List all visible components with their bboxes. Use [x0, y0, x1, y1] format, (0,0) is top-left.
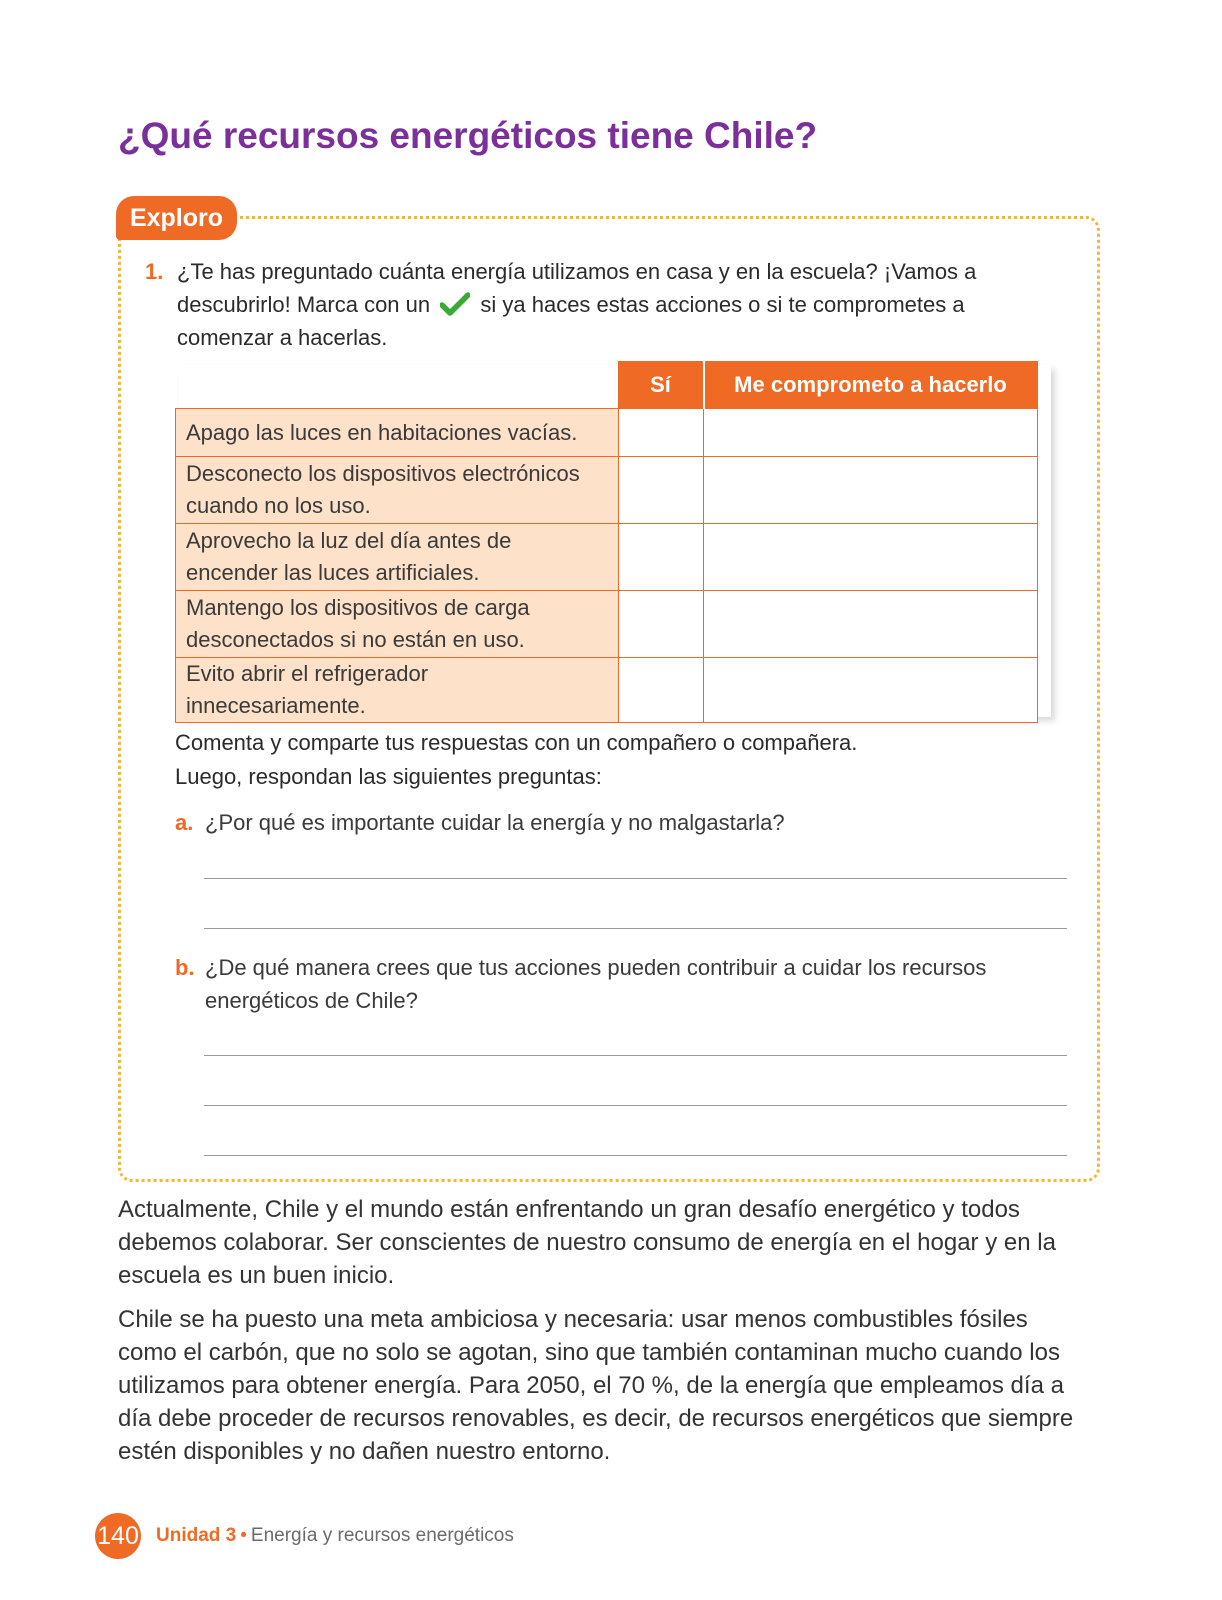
table-header-blank	[176, 362, 619, 409]
question-a-text: ¿Por qué es importante cuidar la energía y no malgastarla?	[205, 810, 785, 835]
answer-line-a-2[interactable]	[204, 928, 1067, 929]
commit-checkbox-cell[interactable]	[704, 524, 1038, 591]
question-b-letter: b.	[175, 955, 195, 980]
answer-line-b-1[interactable]	[204, 1055, 1067, 1056]
yes-checkbox-cell[interactable]	[618, 457, 704, 524]
commit-checkbox-cell[interactable]	[704, 409, 1038, 457]
paragraph-1: Actualmente, Chile y el mundo están enfrentando un gran desafío energético y todos debemos colaborar. Ser conscientes de nuestro consumo de energía en el hogar y en la escuela es un buen inicio.	[118, 1196, 1056, 1289]
question-a	[175, 806, 1075, 839]
comment-line-1: Comenta y comparte tus respuestas con un compañero o compañera.	[175, 730, 858, 755]
row-action-label: Aprovecho la luz del día antes de encender las luces artificiales.	[176, 524, 619, 591]
yes-checkbox-cell[interactable]	[618, 658, 704, 723]
answer-line-b-3[interactable]	[204, 1155, 1067, 1156]
table-row	[176, 658, 1038, 723]
table-header-row	[176, 362, 1038, 409]
row-action-label: Evito abrir el refrigerador innecesariamente.	[176, 658, 619, 723]
comment-instructions	[175, 726, 1075, 794]
row-action-label: Mantengo los dispositivos de carga desconectados si no están en uso.	[176, 591, 619, 658]
header-yes: Sí	[618, 362, 704, 409]
explore-tab-label: Exploro	[116, 196, 237, 240]
yes-checkbox-cell[interactable]	[618, 524, 704, 591]
commit-checkbox-cell[interactable]	[704, 457, 1038, 524]
row-action-label: Apago las luces en habitaciones vacías.	[176, 409, 619, 457]
commit-checkbox-cell[interactable]	[704, 658, 1038, 723]
check-icon	[440, 292, 470, 316]
commit-checkbox-cell[interactable]	[704, 591, 1038, 658]
unit-label: Unidad 3	[156, 1525, 237, 1546]
footer-separator: •	[240, 1525, 247, 1546]
question-1-text-start: ¿Te has preguntado cuánta energía utilizamos en casa y en la escuela? ¡Vamos a descubrirlo! Marca con un	[177, 259, 977, 317]
question-1-text-end: si ya haces estas acciones o si te comprometes a comenzar a hacerlas.	[177, 292, 965, 350]
question-1	[145, 255, 1045, 354]
yes-checkbox-cell[interactable]	[618, 591, 704, 658]
page-title: ¿Qué recursos energéticos tiene Chile?	[118, 115, 818, 156]
answer-line-a-1[interactable]	[204, 878, 1067, 879]
yes-checkbox-cell[interactable]	[618, 409, 704, 457]
question-1-number: 1.	[145, 259, 164, 284]
answer-line-b-2[interactable]	[204, 1105, 1067, 1106]
header-commit: Me comprometo a hacerlo	[704, 362, 1038, 409]
question-b	[175, 951, 1075, 1017]
actions-table	[175, 361, 1038, 723]
table-row	[176, 524, 1038, 591]
table-row	[176, 409, 1038, 457]
table-row	[176, 457, 1038, 524]
paragraph-2: Chile se ha puesto una meta ambiciosa y necesaria: usar menos combustibles fósiles como el carbón, que no solo se agotan, sino que también contaminan mucho cuando los utilizamos para obtener energía. Para 2050, el 70 %, de la energía que empleamos día a día debe proceder de recursos renovables, es decir, de recursos energéticos que siempre estén disponibles y no dañen nuestro entorno.	[118, 1306, 1074, 1465]
question-b-text: ¿De qué manera crees que tus acciones pueden contribuir a cuidar los recursos energéticos de Chile?	[205, 955, 987, 1013]
comment-line-2: Luego, respondan las siguientes preguntas:	[175, 764, 602, 789]
page-footer	[95, 1513, 514, 1559]
unit-title: Energía y recursos energéticos	[250, 1525, 514, 1546]
table-row	[176, 591, 1038, 658]
page-number: 140	[95, 1513, 141, 1559]
row-action-label: Desconecto los dispositivos electrónicos cuando no los uso.	[176, 457, 619, 524]
question-a-letter: a.	[175, 810, 194, 835]
question-1-text	[177, 255, 1045, 354]
